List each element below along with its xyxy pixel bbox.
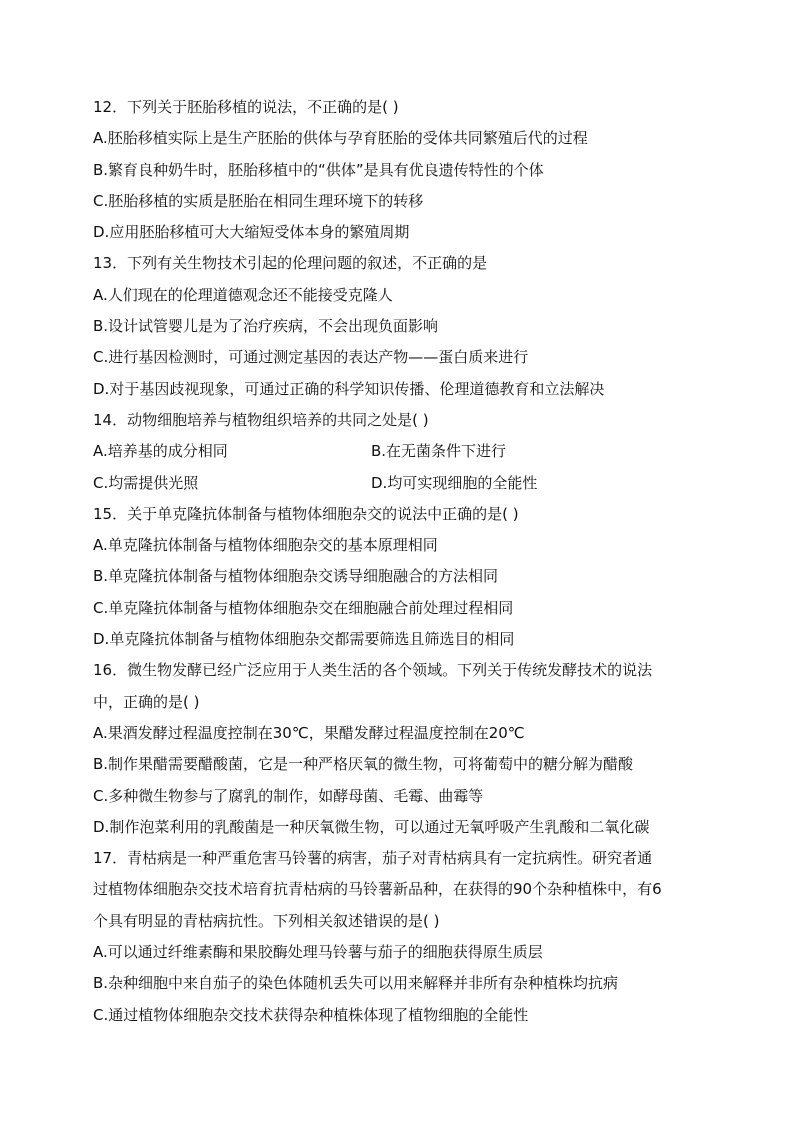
option-c: C.均需提供光照 (93, 473, 199, 492)
question-number: 15． (93, 504, 128, 523)
question-list (93, 92, 703, 1031)
option-a: A.果酒发酵过程温度控制在30℃，果醋发酵过程温度控制在20℃ (93, 723, 525, 742)
question-17-stem (93, 843, 703, 874)
option-b: B.单克隆抗体制备与植物体细胞杂交诱导细胞融合的方法相同 (93, 567, 499, 586)
question-number: 17． (93, 849, 128, 868)
question-text: 青枯病是一种严重危害马铃薯的病害，茄子对青枯病具有一定抗病性。研究者通 (127, 849, 653, 868)
question-text: 下列有关生物技术引起的伦理问题的叙述，不正确的是 (127, 254, 488, 273)
question-number: 13． (93, 254, 128, 273)
question-text: 关于单克隆抗体制备与植物体细胞杂交的说法中正确的是( ) (127, 504, 519, 523)
option-b: B.繁育良种奶牛时，胚胎移植中的“供体”是具有优良遗传特性的个体 (93, 160, 544, 179)
option-a: A.单克隆抗体制备与植物体细胞杂交的基本原理相同 (93, 536, 438, 555)
question-number: 16． (93, 661, 128, 680)
option-a: A.胚胎移植实际上是生产胚胎的供体与孕育胚胎的受体共同繁殖后代的过程 (93, 129, 588, 148)
option-row (93, 468, 703, 499)
option-d: D.制作泡菜利用的乳酸菌是一种厌氧微生物，可以通过无氧呼吸产生乳酸和二氧化碳 (93, 817, 650, 836)
option-d: D.单克隆抗体制备与植物体细胞杂交都需要筛选且筛选目的相同 (93, 630, 515, 649)
option-b: B.杂种细胞中来自茄子的染色体随机丢失可以用来解释并非所有杂种植株均抗病 (93, 974, 619, 993)
option-row (93, 436, 703, 467)
question-text: 微生物发酵已经广泛应用于人类生活的各个领域。下列关于传统发酵技术的说法 (127, 661, 653, 680)
question-12-stem (93, 92, 703, 123)
option-b: B.制作果醋需要醋酸菌，它是一种严格厌氧的微生物，可将葡萄中的糖分解为醋酸 (93, 755, 634, 774)
option-c: C.多种微生物参与了腐乳的制作，如酵母菌、毛霉、曲霉等 (93, 786, 484, 805)
question-17-stem-cont: 个具有明显的青枯病抗性。下列相关叙述错误的是( ) (93, 911, 440, 930)
option-d: D.应用胚胎移植可大大缩短受体本身的繁殖周期 (93, 223, 410, 242)
option-d: D.均可实现细胞的全能性 (371, 473, 538, 492)
option-c: C.进行基因检测时，可通过测定基因的表达产物——蛋白质来进行 (93, 348, 529, 367)
question-text: 动物细胞培养与植物组织培养的共同之处是( ) (127, 410, 429, 429)
option-b: B.设计试管婴儿是为了治疗疾病，不会出现负面影响 (93, 317, 439, 336)
option-a: A.人们现在的伦理道德观念还不能接受克隆人 (93, 285, 393, 304)
option-b: B.在无菌条件下进行 (371, 442, 507, 461)
question-14-stem (93, 405, 703, 436)
question-number: 12． (93, 98, 128, 116)
question-17-stem-cont: 过植物体细胞杂交技术培育抗青枯病的马铃薯新品种，在获得的90个杂种植株中，有6 (93, 880, 662, 899)
question-13-stem (93, 248, 703, 279)
option-a: A.可以通过纤维素酶和果胶酶处理马铃薯与茄子的细胞获得原生质层 (93, 943, 543, 962)
option-c: C.单克隆抗体制备与植物体细胞杂交在细胞融合前处理过程相同 (93, 598, 514, 617)
option-c: C.通过植物体细胞杂交技术获得杂种植株体现了植物细胞的全能性 (93, 1005, 529, 1024)
option-c: C.胚胎移植的实质是胚胎在相同生理环境下的转移 (93, 191, 424, 210)
question-15-stem (93, 499, 703, 530)
question-number: 14． (93, 410, 128, 429)
question-text: 下列关于胚胎移植的说法，不正确的是( ) (127, 98, 399, 116)
option-a: A.培养基的成分相同 (93, 442, 228, 461)
question-16-stem-cont: 中，正确的是( ) (93, 692, 200, 711)
question-16-stem (93, 655, 703, 686)
option-d: D.对于基因歧视现象，可通过正确的科学知识传播、伦理道德教育和立法解决 (93, 379, 605, 398)
